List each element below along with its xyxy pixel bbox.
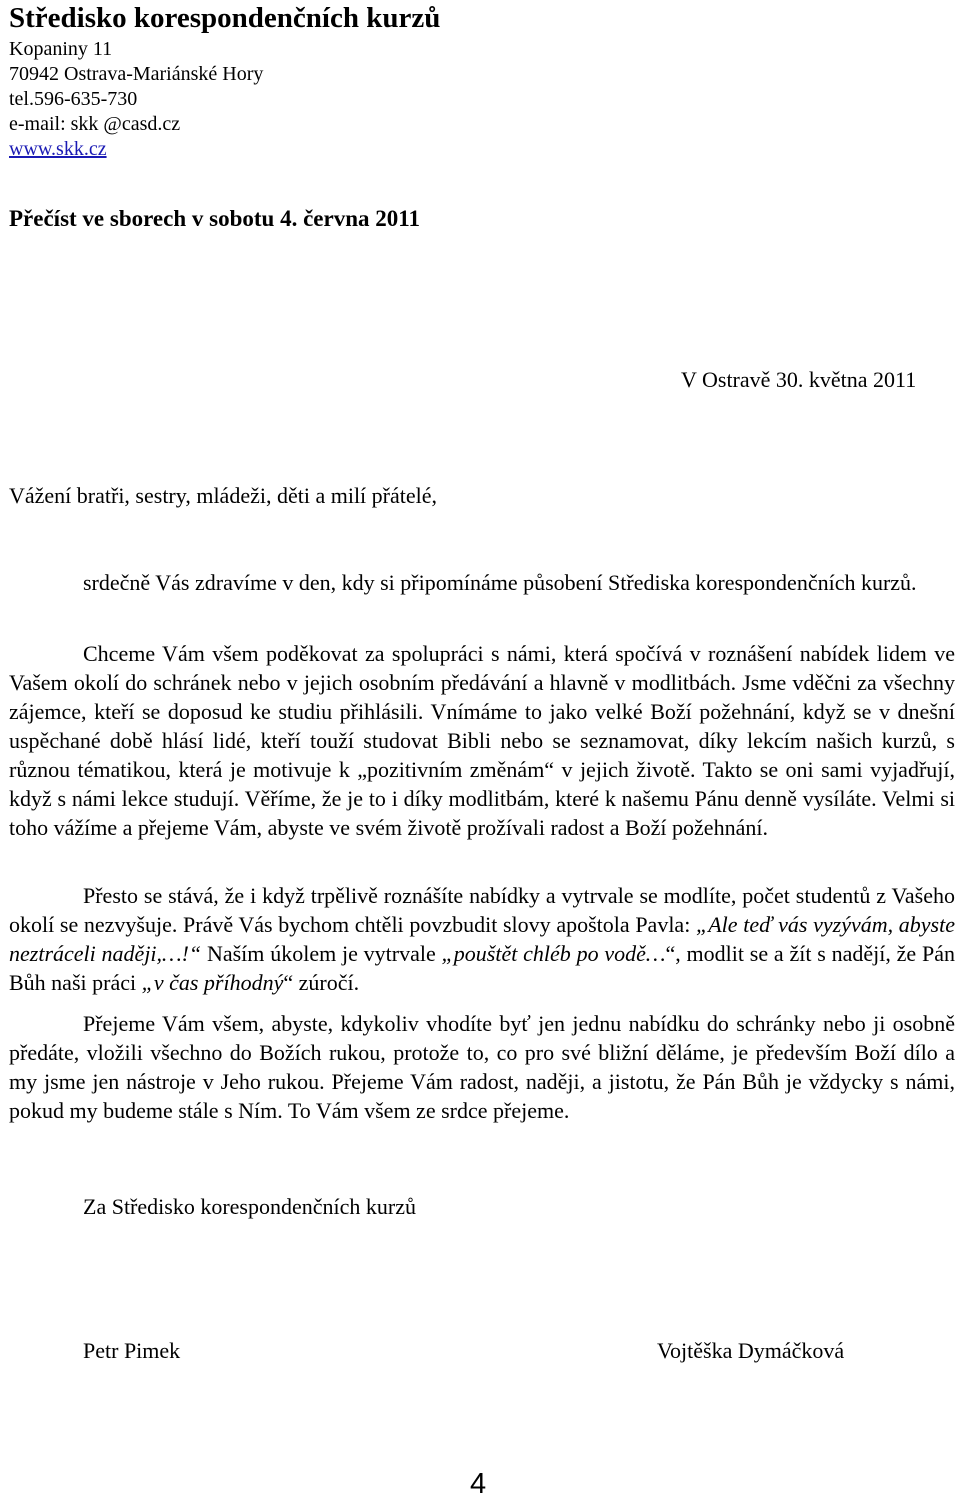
organization-name: Středisko korespondenčních kurzů — [9, 2, 441, 34]
address-street: Kopaniny 11 — [9, 38, 113, 60]
paragraph-text: Přesto se stává, že i když trpělivě roznášíte nabídky a vytrvale se modlíte, počet studentů z Vašeho okolí se nezvyšuje. Právě Vás bychom chtěli povzbudit slovy apoštola Pavla: — [9, 883, 955, 937]
signature-left: Petr Pimek — [83, 1338, 181, 1363]
website-link[interactable]: www.skk.cz — [9, 138, 107, 160]
bible-quote: „Ale teď vás vyzývám, abyste neztráceli naději,…!“ — [9, 912, 956, 966]
address-city: 70942 Ostrava-Mariánské Hory — [9, 63, 264, 85]
paragraph-greeting: srdečně Vás zdravíme v den, kdy si připomínáme působení Střediska korespondenčních kurzů. — [83, 570, 917, 595]
quote-italic: „pouštět chléb po vodě… — [441, 941, 666, 966]
page-number: 4 — [470, 1468, 487, 1500]
quote-italic: „v čas příhodný — [141, 970, 284, 995]
paragraph-text: “, modlit se a žít s nadějí, že Pán Bůh naši práci — [9, 941, 955, 995]
paragraph-text: “ zúročí. — [283, 970, 360, 995]
closing-line: Za Středisko korespondenčních kurzů — [83, 1194, 416, 1219]
phone-number: tel.596-635-730 — [9, 88, 138, 110]
paragraph-encouragement — [9, 881, 955, 997]
email-address: e-mail: skk @casd.cz — [9, 113, 181, 135]
paragraph-wishes: Přejeme Vám všem, abyste, kdykoliv vhodíte byť jen jednu nabídku do schránky nebo ji osobně předáte, vložili všechno do Božích rukou, protože to, co pro své bližní děláme, je především Boží dílo a my jsme jen nástroje v Jeho rukou. Přejeme Vám radost, naději, a jistotu, že Pán Bůh je vždycky s námi, pokud my budeme stále s Ním. To Vám všem ze srdce přejeme. — [9, 1011, 955, 1123]
letter-date: V Ostravě 30. května 2011 — [681, 367, 917, 392]
signature-right: Vojtěška Dymáčková — [657, 1338, 845, 1363]
reading-instruction-heading: Přečíst ve sborech v sobotu 4. června 2011 — [9, 206, 420, 231]
paragraph-text: Naším úkolem je vytrvale — [201, 941, 442, 966]
salutation: Vážení bratři, sestry, mládeži, děti a milí přátelé, — [9, 483, 438, 508]
paragraph-thanks: Chceme Vám všem poděkovat za spolupráci s námi, která spočívá v roznášení nabídek lidem ve Vašem okolí do schránek nebo v jejich osobním předávání a hlavně v modlitbách. Jsme vděčni za všechny zájemce, kteří se doposud ke studiu přihlásili. Vnímáme to jako velké Boží požehnání, když se v dnešní uspěchané době hlásí lidé, kteří touží studovat Bibli nebo se seznamovat, díky lekcím našich kurzů, s různou tématikou, která je motivuje k „pozitivním změnám“ v jejich životě. Takto se oni sami vyjadřují, když s námi lekce studují. Věříme, že je to i díky modlitbám, které k našemu Pánu denně vysíláte. Velmi si toho vážíme a přejeme Vám, abyste ve svém životě prožívali radost a Boží požehnání. — [9, 641, 955, 840]
